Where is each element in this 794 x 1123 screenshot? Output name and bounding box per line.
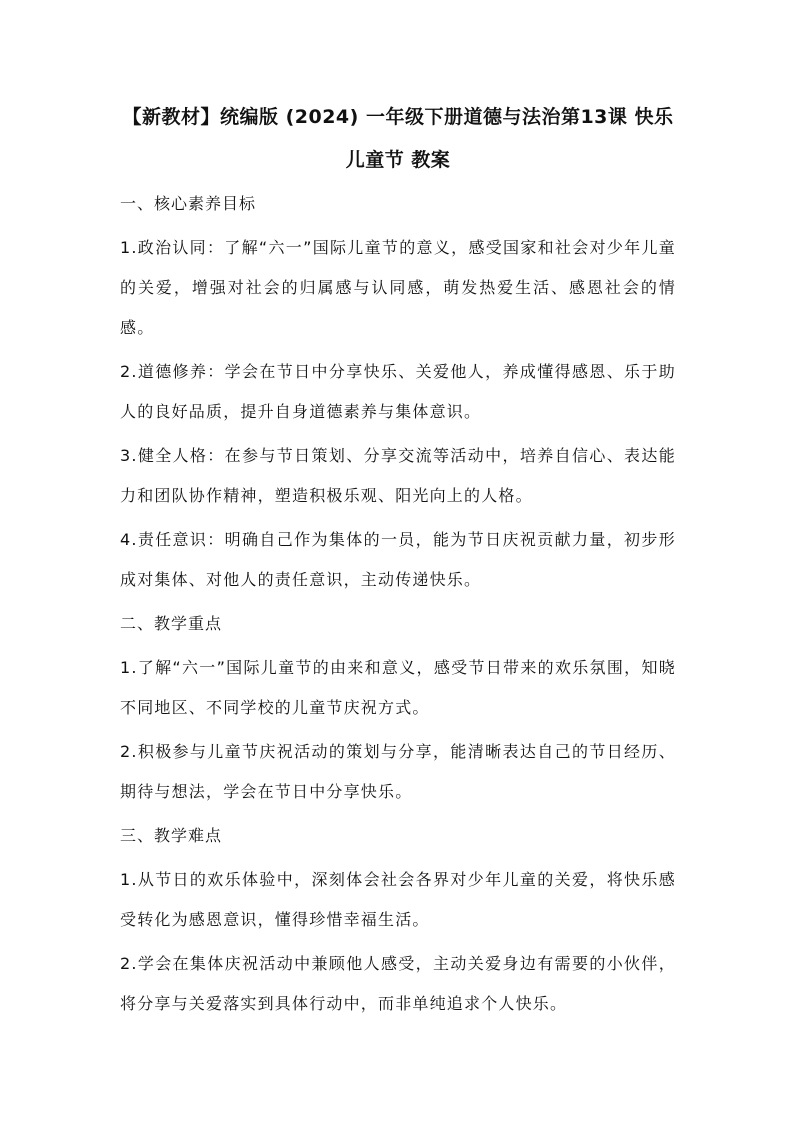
title-line-1: 【新教材】统编版 (2024) 一年级下册道德与法治第13课 快乐: [122, 106, 674, 128]
document-body: [120, 96, 676, 1028]
title-line-2: 儿童节 教案: [345, 149, 451, 171]
paragraph-sound-personality: 3.健全人格：在参与节日策划、分享交流等活动中，培养自信心、表达能力和团队协作精神，塑造积极乐观、阳光向上的人格。: [120, 446, 676, 505]
section-heading-difficulties: 三、教学难点: [120, 826, 223, 845]
paragraph-difficulty-1: 1.从节日的欢乐体验中，深刻体会社会各界对少年儿童的关爱，将快乐感受转化为感恩意识，懂得珍惜幸福生活。: [120, 870, 676, 929]
paragraph-difficulty-2: 2.学会在集体庆祝活动中兼顾他人感受，主动关爱身边有需要的小伙伴，将分享与关爱落实到具体行动中，而非单纯追求个人快乐。: [120, 954, 676, 1013]
section-heading-key-points: 二、教学重点: [120, 614, 223, 633]
document-title: [120, 96, 676, 182]
paragraph-responsibility: 4.责任意识：明确自己作为集体的一员，能为节日庆祝贡献力量，初步形成对集体、对他人的责任意识，主动传递快乐。: [120, 530, 676, 589]
paragraph-political-identity: 1.政治认同：了解“六一”国际儿童节的意义，感受国家和社会对少年儿童的关爱，增强对社会的归属感与认同感，萌发热爱生活、感恩社会的情感。: [120, 238, 676, 337]
paragraph-key-point-1: 1.了解“六一”国际儿童节的由来和意义，感受节日带来的欢乐氛围，知晓不同地区、不同学校的儿童节庆祝方式。: [120, 658, 676, 717]
paragraph-moral-cultivation: 2.道德修养：学会在节日中分享快乐、关爱他人，养成懂得感恩、乐于助人的良好品质，提升自身道德素养与集体意识。: [120, 362, 676, 421]
section-heading-core-goals: 一、核心素养目标: [120, 194, 257, 213]
paragraph-key-point-2: 2.积极参与儿童节庆祝活动的策划与分享，能清晰表达自己的节日经历、期待与想法，学会在节日中分享快乐。: [120, 742, 676, 801]
